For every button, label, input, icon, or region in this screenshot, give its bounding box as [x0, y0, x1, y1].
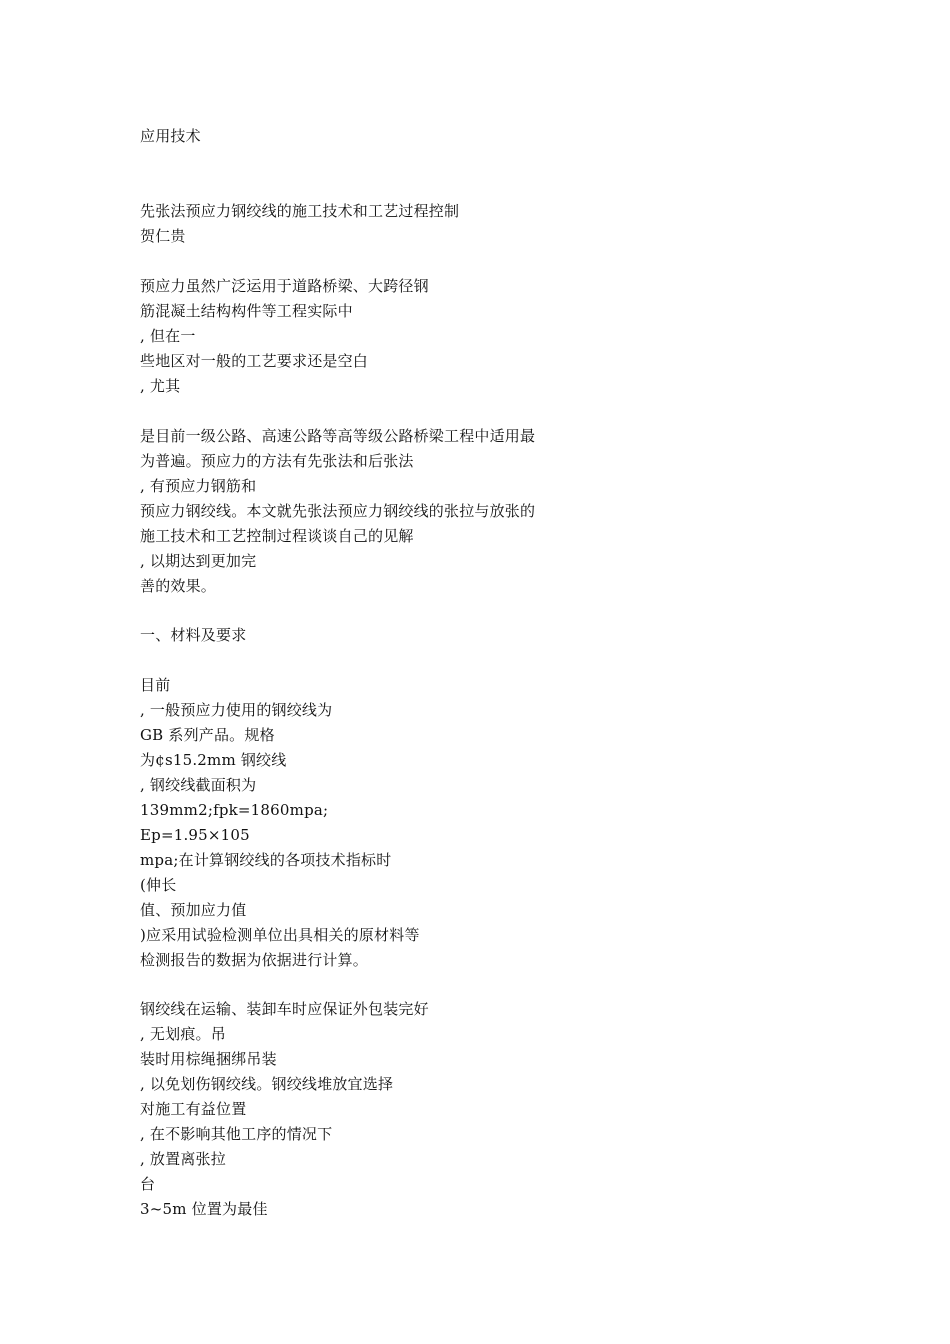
paragraph-3-line: , 钢绞线截面积为: [140, 776, 257, 794]
paragraph-3-line: 139mm2;fpk=1860mpa;: [140, 801, 329, 819]
paragraph-2-line: 预应力钢绞线。本文就先张法预应力钢绞线的张拉与放张的: [140, 502, 536, 520]
section-header: 应用技术: [140, 127, 201, 145]
paragraph-1-line: , 但在一: [140, 327, 196, 345]
paragraph-4-line: , 以免划伤钢绞线。钢绞线堆放宜选择: [140, 1075, 394, 1093]
paragraph-3-line: 为¢s15.2mm 钢绞线: [140, 751, 287, 769]
paragraph-2-line: 是目前一级公路、高速公路等高等级公路桥梁工程中适用最: [140, 427, 536, 445]
author-name: 贺仁贵: [140, 227, 186, 245]
paragraph-4-line: 钢绞线在运输、装卸车时应保证外包装完好: [140, 1000, 429, 1018]
paragraph-1-line: 预应力虽然广泛运用于道路桥梁、大跨径钢: [140, 277, 429, 295]
paragraph-3-line: 目前: [140, 676, 171, 694]
paragraph-2-line: 善的效果。: [140, 577, 217, 595]
paragraph-3-line: 检测报告的数据为依据进行计算。: [140, 951, 369, 969]
paragraph-3-line: 值、预加应力值: [140, 901, 247, 919]
paragraph-4-line: , 在不影响其他工序的情况下: [140, 1125, 333, 1143]
section-heading: 一、材料及要求: [140, 626, 247, 644]
paragraph-4-line: 3~5m 位置为最佳: [140, 1200, 268, 1218]
paragraph-4-line: 对施工有益位置: [140, 1100, 247, 1118]
paragraph-2-line: , 有预应力钢筋和: [140, 477, 257, 495]
paragraph-1-line: 些地区对一般的工艺要求还是空白: [140, 352, 369, 370]
paragraph-2-line: 施工技术和工艺控制过程谈谈自己的见解: [140, 527, 414, 545]
paragraph-1-line: , 尤其: [140, 377, 181, 395]
paragraph-2-line: , 以期达到更加完: [140, 552, 257, 570]
paragraph-2-line: 为普遍。预应力的方法有先张法和后张法: [140, 452, 414, 470]
paragraph-3-line: )应采用试验检测单位出具相关的原材料等: [140, 926, 420, 944]
paragraph-1-line: 筋混凝土结构构件等工程实际中: [140, 302, 353, 320]
paragraph-4-line: , 放置离张拉: [140, 1150, 226, 1168]
paragraph-3-line: mpa;在计算钢绞线的各项技术指标时: [140, 851, 392, 869]
paragraph-4-line: , 无划痕。吊: [140, 1025, 226, 1043]
document-title: 先张法预应力钢绞线的施工技术和工艺过程控制: [140, 202, 460, 220]
paragraph-3-line: , 一般预应力使用的钢绞线为: [140, 701, 333, 719]
paragraph-3-line: Ep=1.95×105: [140, 826, 250, 844]
paragraph-4-line: 台: [140, 1175, 156, 1193]
paragraph-3-line: GB 系列产品。规格: [140, 726, 275, 744]
paragraph-3-line: (伸长: [140, 876, 177, 894]
paragraph-4-line: 装时用棕绳捆绑吊装: [140, 1050, 277, 1068]
